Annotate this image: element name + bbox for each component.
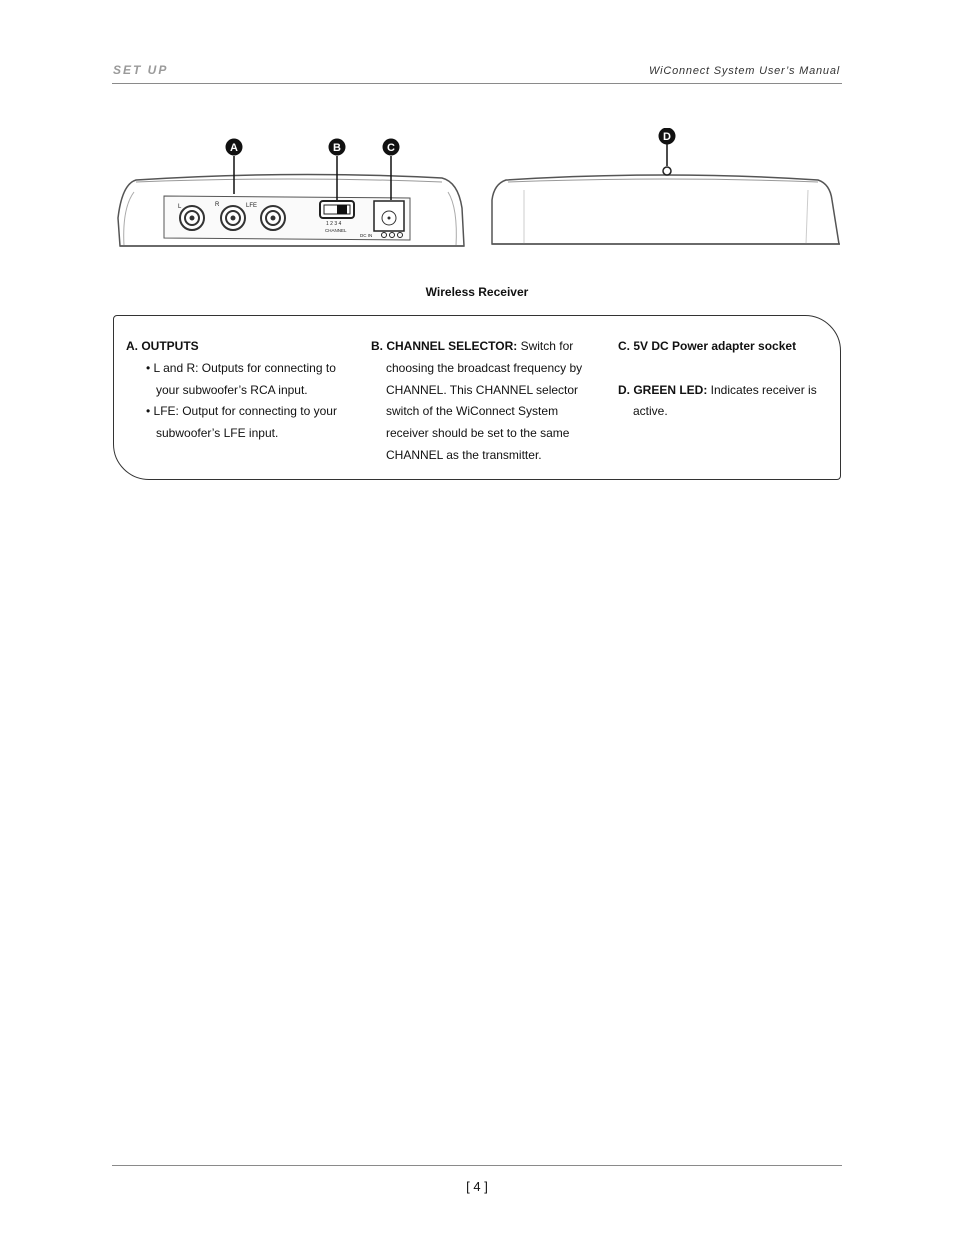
power-socket-heading: C. 5V DC Power adapter socket (618, 339, 797, 353)
svg-text:B: B (333, 142, 341, 154)
channel-column (371, 336, 591, 467)
green-led (663, 167, 671, 175)
callout-c (383, 139, 400, 156)
green-led-heading: D. GREEN LED: (618, 382, 708, 397)
receiver-illustration (112, 128, 842, 253)
power-led-column (618, 336, 828, 423)
green-led-text (618, 380, 828, 424)
switch-numbers: 1 2 3 4 (326, 221, 342, 227)
dc-in-label: DC IN (360, 233, 373, 238)
channel-selector-desc: Switch for choosing the broadcast frequency by CHANNEL. This CHANNEL selector switch of the WiConnect System receiver should be set to the same CHANNEL as the transmitter. (386, 339, 583, 462)
receiver-front-view (492, 128, 840, 244)
rca-jack-r (221, 206, 245, 230)
rca-jack-l (180, 206, 204, 230)
channel-selector-text (371, 336, 591, 467)
outputs-heading: A. OUTPUTS (126, 339, 199, 353)
rca-jack-lfe (261, 206, 285, 230)
outputs-lfe-bullet: • LFE: Output for connecting to your subwoofer’s LFE input. (146, 404, 337, 441)
figure-caption: Wireless Receiver (425, 285, 529, 299)
jack-label-l: L (178, 204, 182, 210)
channel-selector-heading: B. CHANNEL SELECTOR: (371, 339, 518, 353)
channel-switch (320, 201, 354, 218)
dc-power-socket (374, 201, 404, 231)
receiver-back-view (118, 139, 464, 247)
manual-title: WiConnect System User’s Manual (649, 65, 840, 77)
callout-d (659, 128, 676, 145)
page-number: [ 4 ] (466, 1179, 488, 1194)
jack-label-r: R (215, 202, 220, 208)
outputs-column (126, 336, 346, 445)
jack-label-lfe: LFE (246, 203, 258, 209)
section-title: SET UP (113, 63, 169, 77)
footer-divider (112, 1165, 842, 1166)
green-led-desc: Indicates receiver is active. (633, 382, 817, 419)
switch-label: CHANNEL (325, 228, 347, 233)
header-divider (112, 83, 842, 84)
callout-a (226, 139, 243, 156)
description-box (113, 315, 841, 480)
outputs-lr-bullet: • L and R: Outputs for connecting to your subwoofer’s RCA input. (146, 360, 336, 397)
svg-text:C: C (387, 142, 395, 154)
svg-text:A: A (230, 142, 238, 154)
svg-text:D: D (663, 131, 671, 143)
callout-b (329, 139, 346, 156)
